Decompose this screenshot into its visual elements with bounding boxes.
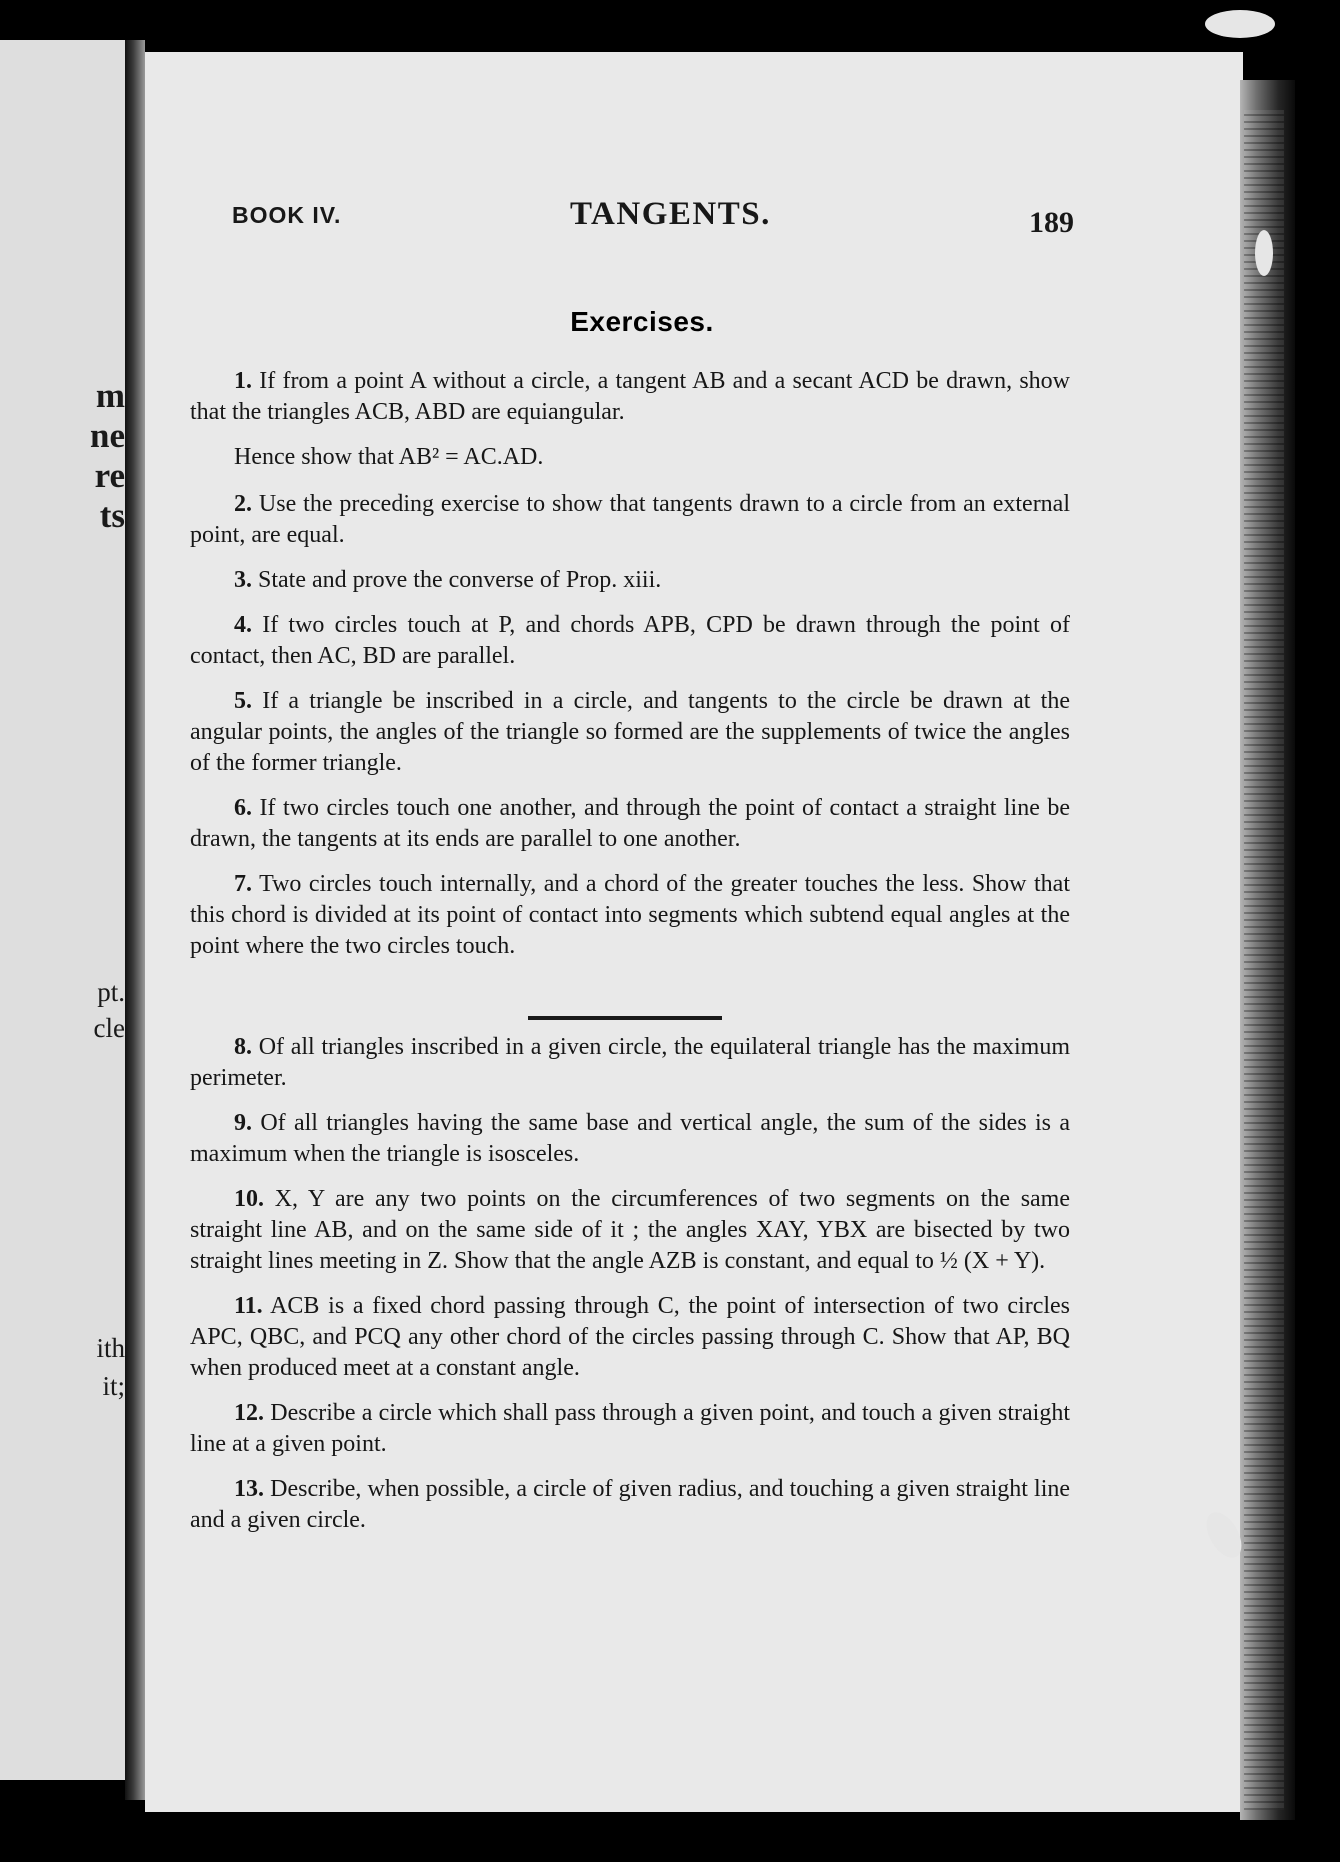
left-fragment: cle (93, 1013, 125, 1043)
exercise-text: Describe, when possible, a circle of given radius, and touching a given straight line and a given circle. (190, 1476, 1071, 1533)
exercise-item (190, 565, 1070, 596)
exercise-number: 1. (234, 368, 252, 394)
exercise-item (190, 1398, 1070, 1460)
exercise-text: Two circles touch internally, and a chord of the greater touches the less. Show that this chord is divided at its point of contact into segments which subtend equal angles at the point where the two circles touch. (190, 871, 1070, 959)
left-fragment: m (95, 376, 125, 415)
exercise-number: 5. (234, 688, 252, 714)
exercise-text: Of all triangles inscribed in a given circle, the equilateral triangle has the maximum perimeter. (190, 1034, 1070, 1091)
exercise-text: Describe a circle which shall pass through a given point, and touch a given straight line at a given point. (190, 1400, 1071, 1457)
exercise-text: ACB is a fixed chord passing through C, the point of intersection of two circles APC, QBC, and PCQ any other chord of the circles passing through C. Show that AP, BQ when produced meet at a constant angle. (190, 1293, 1071, 1381)
exercise-text: If from a point A without a circle, a tangent AB and a secant ACD be drawn, show that the triangles ACB, ABD are equiangular. (190, 368, 1070, 425)
exercise-item (190, 366, 1070, 428)
exercise-item (190, 686, 1070, 779)
exercise-text: Use the preceding exercise to show that tangents drawn to a circle from an external point, are equal. (190, 491, 1071, 548)
left-fragment: pt. (97, 977, 125, 1007)
exercise-number: 12. (234, 1400, 264, 1426)
exercise-number: 9. (234, 1110, 252, 1136)
left-fragment: ne (90, 416, 125, 455)
left-page-edge (0, 40, 125, 1780)
chapter-title: TANGENTS. (570, 196, 771, 232)
exercise-item (190, 1474, 1070, 1536)
left-fragment: it; (102, 1371, 125, 1401)
exercise-number: 11. (234, 1293, 263, 1319)
exercise-text: If a triangle be inscribed in a circle, and tangents to the circle be drawn at the angular points, the angles of the triangle so formed are the supplements of twice the angles of the former triangle. (190, 688, 1071, 776)
section-divider (528, 1016, 722, 1020)
exercises-block-2 (190, 1032, 1070, 1550)
running-header (232, 196, 1074, 246)
exercise-text: Of all triangles having the same base and vertical angle, the sum of the sides is a maximum when the triangle is isosceles. (190, 1110, 1070, 1167)
exercise-text: X, Y are any two points on the circumferences of two segments on the same straight line AB, and on the same side of it ; the angles XAY, YBX are bisected by two straight lines meeting in Z. Show that the angle AZB is constant, and equal to ½ (X + Y). (190, 1186, 1071, 1274)
exercises-block-1 (190, 366, 1070, 976)
exercise-item (190, 1291, 1070, 1384)
exercise-number: 2. (234, 491, 252, 517)
page-number: 189 (1029, 206, 1074, 239)
exercise-item (190, 1184, 1070, 1277)
paper-fleck (1205, 10, 1275, 38)
left-fragment: ts (99, 496, 125, 535)
exercise-number: 6. (234, 795, 252, 821)
hence-line: Hence show that AB² = AC.AD. (234, 444, 544, 470)
exercise-number: 7. (234, 871, 252, 897)
left-fragment: re (94, 456, 125, 495)
page-stack-texture (1244, 110, 1284, 1810)
exercise-item (190, 793, 1070, 855)
exercise-text: State and prove the converse of Prop. xiii. (258, 567, 662, 593)
exercise-number: 8. (234, 1034, 252, 1060)
exercise-text: If two circles touch at P, and chords APB, CPD be drawn through the point of contact, then AC, BD are parallel. (190, 612, 1071, 669)
exercise-item (190, 1032, 1070, 1094)
left-fragment: ith (96, 1333, 125, 1363)
paper-fleck (1255, 230, 1273, 276)
section-heading: Exercises. (570, 306, 714, 337)
book-label: BOOK IV. (232, 202, 342, 228)
exercise-number: 13. (234, 1476, 264, 1502)
exercise-item (190, 869, 1070, 962)
exercise-item (190, 1108, 1070, 1170)
exercise-item (190, 489, 1070, 551)
exercise-item (190, 610, 1070, 672)
exercise-number: 10. (234, 1186, 264, 1212)
book-gutter (125, 40, 145, 1800)
exercise-text: If two circles touch one another, and through the point of contact a straight line be drawn, the tangents at its ends are parallel to one another. (190, 795, 1071, 852)
exercise-number: 4. (234, 612, 252, 638)
exercise-number: 3. (234, 567, 252, 593)
